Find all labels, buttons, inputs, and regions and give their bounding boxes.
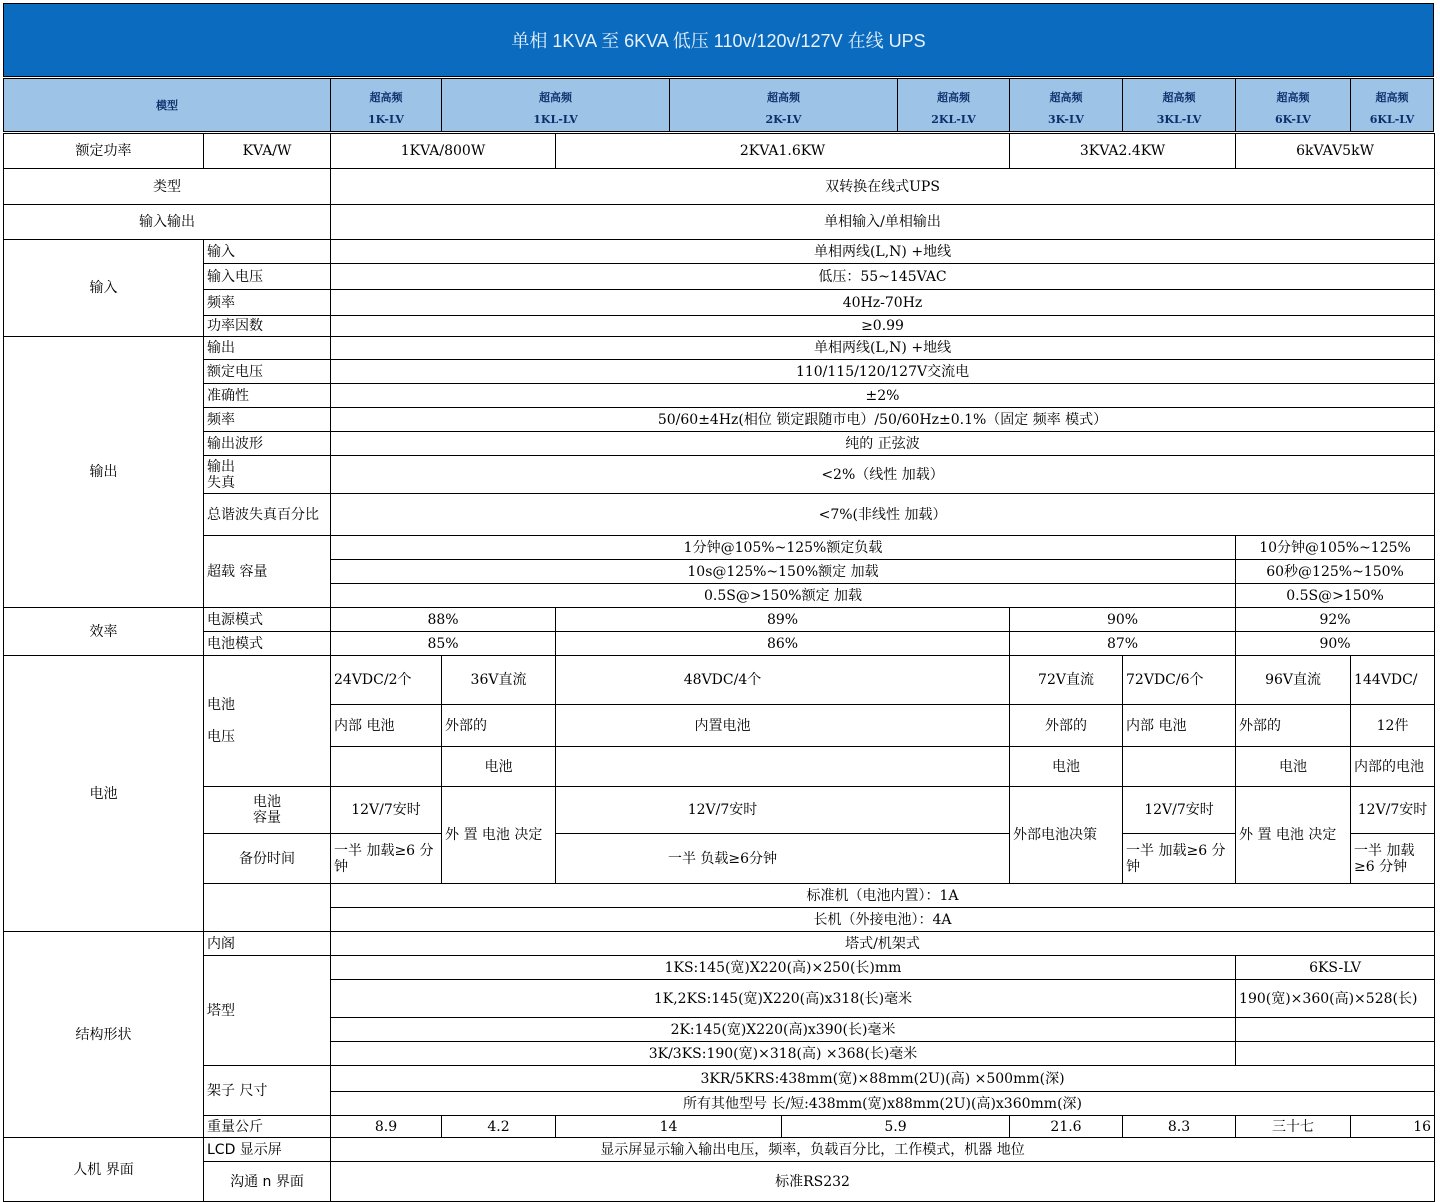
eff-0-6k: 92% (1236, 608, 1435, 632)
weight-1k: 8.9 (331, 1116, 442, 1138)
decide-2kl: 外部电池决策 (1010, 787, 1123, 884)
rated-3k: 3KVA2.4KW (1010, 134, 1236, 169)
weight-2kl: 5.9 (782, 1116, 1010, 1138)
row-output-2 (4, 360, 1435, 384)
rack-label: 架子 尺寸 (204, 1066, 331, 1116)
row-rated-power (4, 134, 1435, 169)
volt-3kl: 96V直流 (1236, 656, 1351, 705)
model-col-2kl-lv: 超高频 2KL-LV (897, 78, 1010, 132)
weight-3k: 21.6 (1010, 1116, 1123, 1138)
btype2-3k (1123, 747, 1236, 787)
volt-3k: 72VDC/6个 (1123, 656, 1236, 705)
tower-6k-model: 6KS-LV (1236, 956, 1435, 980)
btype2-3kl: 电池 (1236, 747, 1351, 787)
tower-dim-0: 1KS:145(宽)X220(高)×250(长)mm (331, 956, 1236, 980)
capacity-3k: 12V/7安时 (1123, 787, 1236, 834)
eff-1-6k: 90% (1236, 632, 1435, 656)
output-value-5: <2%（线性 加载） (331, 456, 1435, 494)
btype-1kl: 外部的 (442, 705, 556, 747)
output-value-3: 50/60±4Hz(相位 锁定跟随市电）/50/60Hz±0.1%（固定 频率 模式） (331, 408, 1435, 432)
row-output-4 (4, 408, 1435, 432)
model-label: 模型 (3, 78, 331, 132)
tower-6k-empty-2 (1236, 1042, 1435, 1066)
eff-1-1k: 85% (331, 632, 556, 656)
output-label-6: 总谐波失真百分比 (204, 494, 331, 536)
battery-voltage-label-1: 电池 (207, 697, 235, 713)
model-col-1kl-lv: 超高频 1KL-LV (441, 78, 670, 132)
backup-label: 备份时间 (204, 834, 331, 884)
model-col-3k-lv: 超高频 3K-LV (1009, 78, 1123, 132)
row-hmi-2 (4, 1162, 1435, 1202)
capacity-1k: 12V/7安时 (331, 787, 442, 834)
overload-label: 超载 容量 (204, 536, 331, 608)
output-value-1: 110/115/120/127V交流电 (331, 360, 1435, 384)
row-output-5 (4, 432, 1435, 456)
row-input-1 (4, 240, 1435, 264)
page-title: 单相 1KVA 至 6KVA 低压 110v/120v/127V 在线 UPS (3, 3, 1434, 77)
input-label-1: 输入电压 (204, 264, 331, 290)
hmi-label: 人机 界面 (4, 1138, 204, 1202)
backup-6k: 一半 加载≥6 分钟 (1351, 834, 1435, 884)
input-value-2: 40Hz-70Hz (331, 290, 1435, 316)
input-value-0: 单相两线(L,N) +地线 (331, 240, 1435, 264)
weight-3kl: 8.3 (1123, 1116, 1236, 1138)
type-value: 双转换在线式UPS (331, 169, 1435, 205)
hmi-value-1: 标准RS232 (331, 1162, 1435, 1202)
overload-1-6k: 60秒@125%~150% (1236, 560, 1435, 584)
tower-dim-2: 2K:145(宽)X220(高)x390(长)毫米 (331, 1018, 1236, 1042)
row-eff-1 (4, 608, 1435, 632)
btype-3kl: 外部的 (1236, 705, 1351, 747)
backup-1k: 一半 加载≥6 分钟 (331, 834, 442, 884)
io-label: 输入输出 (4, 205, 331, 240)
rated-2k: 2KVA1.6KW (556, 134, 1010, 169)
model-col-2k-lv: 超高频 2K-LV (669, 78, 898, 132)
distortion-label-line2: 失真 (207, 474, 235, 491)
battery-capacity-label (204, 787, 331, 834)
enclosure-label: 内阁 (204, 932, 331, 956)
overload-1-std: 10s@125%~150%额定 加载 (331, 560, 1236, 584)
row-output-6 (4, 456, 1435, 494)
overload-2-6k: 0.5S@>150% (1236, 584, 1435, 608)
hmi-label-1: 沟通 n 界面 (204, 1162, 331, 1202)
volt-1k: 24VDC/2个 (331, 656, 442, 705)
overload-0-6k: 10分钟@105%~125% (1236, 536, 1435, 560)
input-label-2: 频率 (204, 290, 331, 316)
output-label-4: 输出波形 (204, 432, 331, 456)
spec-table (3, 133, 1435, 1202)
input-label: 输入 (4, 240, 204, 337)
row-battery-volt (4, 656, 1435, 705)
output-label-1: 额定电压 (204, 360, 331, 384)
eff-1-2k: 86% (556, 632, 1010, 656)
output-label-2: 准确性 (204, 384, 331, 408)
hmi-value-0: 显示屏显示输入输出电压，频率，负载百分比，工作模式，机器 地位 (331, 1138, 1435, 1162)
overload-0-std: 1分钟@105%~125%额定负载 (331, 536, 1236, 560)
backup-2k: 一半 负载≥6分钟 (556, 834, 1010, 884)
row-overload-1 (4, 536, 1435, 560)
eff-label-1: 电池模式 (204, 632, 331, 656)
rated-label: 额定功率 (4, 134, 204, 169)
model-header (3, 78, 1434, 132)
model-col-1k-lv: 超高频 1K-LV (330, 78, 442, 132)
row-output-1 (4, 337, 1435, 360)
output-value-2: ±2% (331, 384, 1435, 408)
eff-label-0: 电源模式 (204, 608, 331, 632)
charge-long: 长机（外接电池）：4A (331, 908, 1435, 932)
btype-1k: 内部 电池 (331, 705, 442, 747)
btype2-1k (331, 747, 442, 787)
btype2-2k (556, 747, 1010, 787)
capacity-6k: 12V/7安时 (1351, 787, 1435, 834)
rack-dim-1: 所有其他型号 长/短:438mm(宽)x88mm(2U)(高)x360mm(深) (331, 1092, 1435, 1116)
volt-2k: 48VDC/4个 (556, 656, 1010, 705)
row-type (4, 169, 1435, 205)
structure-label: 结构形状 (4, 932, 204, 1138)
row-hmi-1 (4, 1138, 1435, 1162)
distortion-label-line1: 输出 (207, 458, 235, 475)
model-col-6kl-lv: 超高频 6KL-LV (1350, 78, 1434, 132)
efficiency-label: 效率 (4, 608, 204, 656)
weight-6kl: 16 (1351, 1116, 1435, 1138)
input-label-0: 输入 (204, 240, 331, 264)
volt-1kl: 36V直流 (442, 656, 556, 705)
rated-unit: KVA/W (204, 134, 331, 169)
enclosure-value: 塔式/机架式 (331, 932, 1435, 956)
capacity-label-line1: 电池 (253, 794, 281, 811)
io-value: 单相输入/单相输出 (331, 205, 1435, 240)
capacity-label-line2: 容量 (253, 810, 281, 827)
btype-2kl: 外部的 (1010, 705, 1123, 747)
capacity-2k: 12V/7安时 (556, 787, 1010, 834)
row-input-2 (4, 264, 1435, 290)
model-col-6k-lv: 超高频 6K-LV (1235, 78, 1351, 132)
row-weight (4, 1116, 1435, 1138)
weight-2k: 14 (556, 1116, 782, 1138)
eff-0-2k: 89% (556, 608, 1010, 632)
rated-1k: 1KVA/800W (331, 134, 556, 169)
decide-3kl: 外 置 电池 决定 (1236, 787, 1351, 884)
row-tower-1 (4, 956, 1435, 980)
row-rack-1 (4, 1066, 1435, 1092)
btype-6k: 12件 (1351, 705, 1435, 747)
btype2-1kl: 电池 (442, 747, 556, 787)
output-value-0: 单相两线(L,N) +地线 (331, 337, 1435, 360)
row-battery-backup (4, 834, 1435, 884)
row-output-7 (4, 494, 1435, 536)
btype2-6k: 内部的电池 (1351, 747, 1435, 787)
input-value-3: ≥0.99 (331, 316, 1435, 337)
weight-6k: 三十七 (1236, 1116, 1351, 1138)
output-label: 输出 (4, 337, 204, 608)
row-output-3 (4, 384, 1435, 408)
volt-6k: 144VDC/ (1351, 656, 1435, 705)
eff-0-1k: 88% (331, 608, 556, 632)
row-battery-capacity (4, 787, 1435, 834)
rated-6k: 6kVAV5kW (1236, 134, 1435, 169)
decide-1kl: 外 置 电池 决定 (442, 787, 556, 884)
output-label-3: 频率 (204, 408, 331, 432)
model-col-3kl-lv: 超高频 3KL-LV (1122, 78, 1236, 132)
tower-6k-dim: 190(宽)×360(高)×528(长) (1236, 980, 1435, 1018)
charge-std: 标准机（电池内置）：1A (331, 884, 1435, 908)
type-label: 类型 (4, 169, 331, 205)
row-io (4, 205, 1435, 240)
output-value-4: 纯的 正弦波 (331, 432, 1435, 456)
row-enclosure (4, 932, 1435, 956)
battery-label: 电池 (4, 656, 204, 932)
tower-label: 塔型 (204, 956, 331, 1066)
input-value-1: 低压：55~145VAC (331, 264, 1435, 290)
tower-6k-empty-1 (1236, 1018, 1435, 1042)
eff-1-3k: 87% (1010, 632, 1236, 656)
battery-voltage-label-2: 电压 (207, 729, 235, 745)
volt-2kl: 72V直流 (1010, 656, 1123, 705)
output-value-6: <7%(非线性 加载） (331, 494, 1435, 536)
weight-1kl: 4.2 (442, 1116, 556, 1138)
row-charge-1 (4, 884, 1435, 908)
charge-label (204, 884, 331, 932)
btype-2k: 内置电池 (556, 705, 1010, 747)
output-label-5 (204, 456, 331, 494)
row-eff-2 (4, 632, 1435, 656)
tower-dim-1: 1K,2KS:145(宽)X220(高)x318(长)毫米 (331, 980, 1236, 1018)
hmi-label-0: LCD 显示屏 (204, 1138, 331, 1162)
row-input-4 (4, 316, 1435, 337)
btype-3k: 内部 电池 (1123, 705, 1236, 747)
input-label-3: 功率因数 (204, 316, 331, 337)
row-input-3 (4, 290, 1435, 316)
overload-2-std: 0.5S@>150%额定 加载 (331, 584, 1236, 608)
rack-dim-0: 3KR/5KRS:438mm(宽)×88mm(2U)(高) ×500mm(深) (331, 1066, 1435, 1092)
eff-0-3k: 90% (1010, 608, 1236, 632)
backup-3k: 一半 加载≥6 分钟 (1123, 834, 1236, 884)
output-label-0: 输出 (204, 337, 331, 360)
tower-dim-3: 3K/3KS:190(宽)×318(高) ×368(长)毫米 (331, 1042, 1236, 1066)
weight-label: 重量公斤 (204, 1116, 331, 1138)
battery-voltage-label (204, 656, 331, 787)
btype2-2kl: 电池 (1010, 747, 1123, 787)
